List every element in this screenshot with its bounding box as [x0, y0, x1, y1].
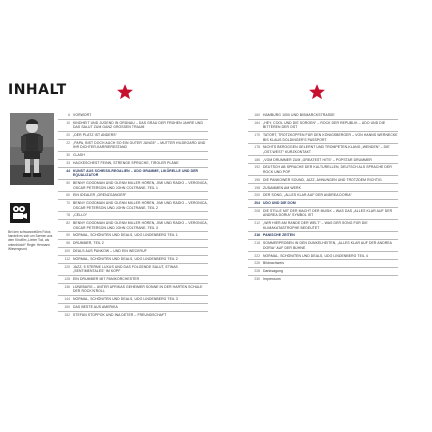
- toc-page-number: 204: [254, 201, 260, 206]
- page-title: INHALT: [8, 82, 67, 98]
- toc-entry-title: BENNY GOODMAN UND GLENN MILLER HÖREN, JIMI UND RADIO – VERONICA, OSCAR PETERSON UND JOHN COLTRANE, TEIL 3: [73, 221, 208, 230]
- toc-page-number: 6: [68, 113, 70, 118]
- toc-entry[interactable]: [58, 256, 208, 264]
- toc-entry-title: BENNY GOODMAN UND GLENN MILLER HÖREN, JIMI UND RADIO – VERONICA, OSCAR PETERSON UND JOHN COLTRANE, TEIL 2: [73, 201, 208, 210]
- toc-right-column: [248, 112, 398, 283]
- toc-page-number: 30: [66, 153, 70, 158]
- toc-entry-title: DRUMMER, TEIL 2: [73, 241, 104, 246]
- toc-entry-title: „PAPA, BIST DOCH AUCH SO EIN GUTER JUNGE“ – MUTTER HILDEGARD UND IHR DICHTER-KARRIERESTAND: [73, 141, 206, 150]
- toc-entry-title: DAS BESTE AUS AMERIKA: [73, 305, 118, 310]
- toc-entry-title: CLASH: [73, 153, 85, 158]
- toc-entry-title: STEFAN STOPPOK UND INA DETER – FREUNDSCHAFT: [73, 312, 167, 317]
- toc-page-number: 200: [254, 193, 260, 198]
- toc-page-number: 120: [64, 264, 70, 269]
- toc-entry-title: DEALS AUS PANKOW – UND EIN WECKRUF: [73, 249, 147, 254]
- toc-page-number: 50: [66, 181, 70, 186]
- toc-entry-title: DIE STILLE MIT DER MACHT DER MUSIK – WAS DAS „ALLES KLAR AUF DER ANDREA DORIA“ SYMBOL IST: [263, 209, 393, 218]
- toc-page-number: 222: [254, 253, 260, 258]
- toc-entry[interactable]: [58, 120, 208, 132]
- toc-entry-title: DER SONG, „ALLES KLAR AUF DER ANDREA DORIA“: [263, 193, 352, 198]
- toc-entry-title: Impressum: [263, 277, 281, 282]
- photo-caption: Bei den schwarzweißen Fotos handelt es sich um Szenen aus dem Kinofilm „Lieber Tod, als unterdrückt!“ Regie: Hermann Wiesengrund: [8, 230, 53, 251]
- toc-page-number: 144: [64, 297, 70, 302]
- toc-entry-highlighted[interactable]: [248, 200, 398, 208]
- toc-entry-title: NORMAL, SCHÖNITEN UND DEALS, UDO LINDENBERG TEIL 1: [73, 233, 178, 238]
- toc-page-number: 112: [64, 257, 70, 262]
- toc-page-number: 136: [64, 285, 70, 290]
- toc-entry[interactable]: [248, 132, 398, 144]
- toc-entry[interactable]: [58, 200, 208, 212]
- toc-entry-title: „DER PLATZ IST ANDERS“: [73, 133, 117, 138]
- toc-entry-title: HACKESCHEST FEINN, STRENGE SPRÜCHE, TIROLER PLÄNE: [73, 161, 179, 166]
- toc-page-number: 178: [254, 145, 260, 150]
- toc-page-number: 44: [66, 169, 70, 174]
- toc-entry[interactable]: [58, 192, 208, 200]
- toc-entry-title: „CELLO“: [73, 213, 88, 218]
- toc-entry[interactable]: [248, 144, 398, 156]
- toc-entry-title: KUNST AUS SCHEISS-REGALIEN – UDO GRAMME, LIKÖRELLE UND DER EQUALIZATOR: [73, 169, 199, 178]
- toc-entry[interactable]: [248, 240, 398, 252]
- toc-entry[interactable]: [58, 212, 208, 220]
- toc-page-number: 20: [66, 133, 70, 138]
- toc-entry-title: JAZZ, 5 STERNE LUXUS UND DAS FOLGENDE SALUT, ETWAS „SENTIMENTALES“ IM KOPF: [73, 264, 178, 274]
- toc-entry[interactable]: [58, 140, 208, 152]
- toc-entry[interactable]: [248, 260, 398, 268]
- toc-entry[interactable]: [248, 120, 398, 132]
- toc-entry-title: NORMAL, SCHÖNITEN UND DEALS, UDO LINDENBERG TEIL 4: [263, 253, 368, 258]
- toc-page-number: 90: [66, 233, 70, 238]
- toc-entry[interactable]: [248, 184, 398, 192]
- toc-page-number: 218: [254, 241, 260, 246]
- toc-page-number: 164: [254, 121, 260, 126]
- toc-entry-title: NORMAL, SCHÖNITEN UND DEALS, UDO LINDENBERG TEIL 3: [73, 297, 178, 302]
- toc-entry[interactable]: [248, 156, 398, 164]
- toc-entry[interactable]: [248, 208, 398, 220]
- toc-page-number: 150: [64, 305, 70, 310]
- toc-entry[interactable]: [58, 132, 208, 140]
- toc-page-number: 208: [254, 209, 260, 214]
- child-photo: [10, 113, 54, 185]
- toc-entry-title: LÜNEBURG – UNTER AFRIKAS GEHEIMER SONNE IN DER HARTEN SCHULE DER ROCK'N'ROLL: [73, 285, 203, 294]
- toc-page-number: 196: [254, 177, 260, 182]
- star-icon: [308, 83, 326, 101]
- toc-entry[interactable]: [248, 252, 398, 260]
- toc-page-number: 228: [254, 269, 260, 274]
- toc-page-number: 216: [254, 233, 260, 238]
- toc-entry[interactable]: [58, 112, 208, 120]
- toc-page-number: 198: [254, 185, 260, 190]
- toc-page-number: 170: [254, 133, 260, 138]
- toc-entry-title: VORWORT: [73, 113, 92, 118]
- toc-page-number: 78: [66, 213, 70, 218]
- star-icon: [116, 83, 134, 101]
- toc-page-number: 212: [254, 221, 260, 226]
- toc-entry[interactable]: [248, 164, 398, 176]
- toc-page-number: 192: [254, 165, 260, 170]
- toc-page-number: 60: [66, 193, 70, 198]
- film-camera-icon: [10, 203, 30, 223]
- toc-page-number: 152: [64, 312, 70, 317]
- toc-entry[interactable]: [58, 312, 208, 319]
- toc-entry[interactable]: [58, 240, 208, 248]
- toc-page-number: 22: [66, 141, 70, 146]
- toc-entry-title: DIE PANKOWER SOUND, JAZZ, AHNUNGEN UND TROTZDEM RICHTIG: [263, 177, 382, 182]
- toc-entry-title: Danksagung: [263, 269, 284, 274]
- toc-page-number: 70: [66, 201, 70, 206]
- toc-entry-highlighted[interactable]: [248, 232, 398, 240]
- toc-entry[interactable]: [248, 276, 398, 283]
- toc-entry-title: EIN IDEALER „GRENZGÄNGER“: [73, 193, 127, 198]
- toc-entry[interactable]: [248, 220, 398, 232]
- toc-page-number: 82: [66, 221, 70, 226]
- toc-entry-title: „WIR HIER AM RANDE DER WELT“ – WAS DER SONG FÜR DIE KLIMAKATASTROPHE BEDEUTET: [263, 221, 368, 230]
- toc-entry[interactable]: [58, 304, 208, 312]
- toc-page-number: 33: [66, 161, 70, 166]
- toc-page-number: 100: [64, 249, 70, 254]
- toc-entry[interactable]: [58, 276, 208, 284]
- toc-entry[interactable]: [248, 176, 398, 184]
- toc-entry-title: Bildnachweis: [263, 261, 284, 266]
- toc-page-number: 186: [254, 157, 260, 162]
- toc-entry[interactable]: [58, 160, 208, 168]
- toc-entry[interactable]: [58, 232, 208, 240]
- toc-entry[interactable]: [58, 180, 208, 192]
- toc-page-number: 10: [66, 121, 70, 126]
- toc-entry-title: HAMBURG 1000 UND BISMARCKSTRASSE: [263, 113, 335, 118]
- toc-entry[interactable]: [58, 248, 208, 256]
- toc-page-number: 160: [254, 113, 260, 118]
- toc-left-column: [58, 112, 208, 319]
- toc-entry-title: UDO UND DIE DOM: [263, 201, 296, 206]
- toc-entry-title: „HEY, COOL UND DIE SORGEN“ – ROCK DER REPUBLIK – UDO UND DIE BITTEREN DER OST: [263, 121, 386, 130]
- toc-entry[interactable]: [58, 296, 208, 304]
- toc-entry[interactable]: [248, 112, 398, 120]
- toc-entry[interactable]: [248, 268, 398, 276]
- toc-entry[interactable]: [248, 192, 398, 200]
- toc-entry[interactable]: [58, 220, 208, 232]
- toc-entry-title: SOMMERPROBEN IN DEN DUNKELHEITEN, „ALLES KLAR AUF DER ANDREA DORIA“ AUF DER BÜHNE: [263, 241, 392, 250]
- toc-entry-title: PANISCHE ZEITEN: [263, 233, 295, 238]
- toc-entry[interactable]: [58, 264, 208, 276]
- toc-entry-title: KINDHEIT UND JUGEND IN GRÜNAU – DAS GRAU DER FRÜHEN JAHRE UND DAS SALUT ZUM GANZ GROSSEN TRAUM: [73, 121, 203, 130]
- toc-entry-highlighted[interactable]: [58, 168, 208, 180]
- toc-entry-title: EIN DRUMMER MIT PANIKORCHESTER: [73, 277, 140, 282]
- toc-page-number: 128: [64, 277, 70, 282]
- toc-page-number: 96: [66, 241, 70, 246]
- toc-entry-title: NICHTS BEROGGEN GELERNT UND TROMPETEN-KLANG „WENDEN“ – DIE „OST-WEST“ KURZKONTAKT: [263, 145, 390, 154]
- toc-entry-title: TATORT, TROTZKOPFEN FÜR DEN KÖNIGSBERGER – VON HANNS WERNECKE BIS KLAUS DOLDINGER'S PASSPORT: [263, 133, 398, 142]
- toc-entry-title: ZUSAMMEN AM WERK: [263, 185, 301, 190]
- toc-page-number: 226: [254, 261, 260, 266]
- toc-entry-title: DEUTSCH AB SPRACHE DER KULTURELLEN, DEUTSCH ALS SPRACHE DER ROCK UND POP: [263, 165, 392, 174]
- toc-entry-title: NORMAL, SCHÖNITEN UND DEALS, UDO LINDENBERG TEIL 2: [73, 257, 178, 262]
- toc-entry[interactable]: [58, 152, 208, 160]
- toc-entry-title: BENNY GOODMAN UND GLENN MILLER HÖREN, JIMI UND RADIO – VERONICA, OSCAR PETERSON UND JOHN COLTRANE, TEIL 1: [73, 181, 208, 190]
- toc-entry[interactable]: [58, 284, 208, 296]
- toc-entry-title: „VOM DRUMMER ZUM „GREATEST HITS“ – POPSTAR DRUMMER: [263, 157, 372, 162]
- toc-page-number: 230: [254, 277, 260, 282]
